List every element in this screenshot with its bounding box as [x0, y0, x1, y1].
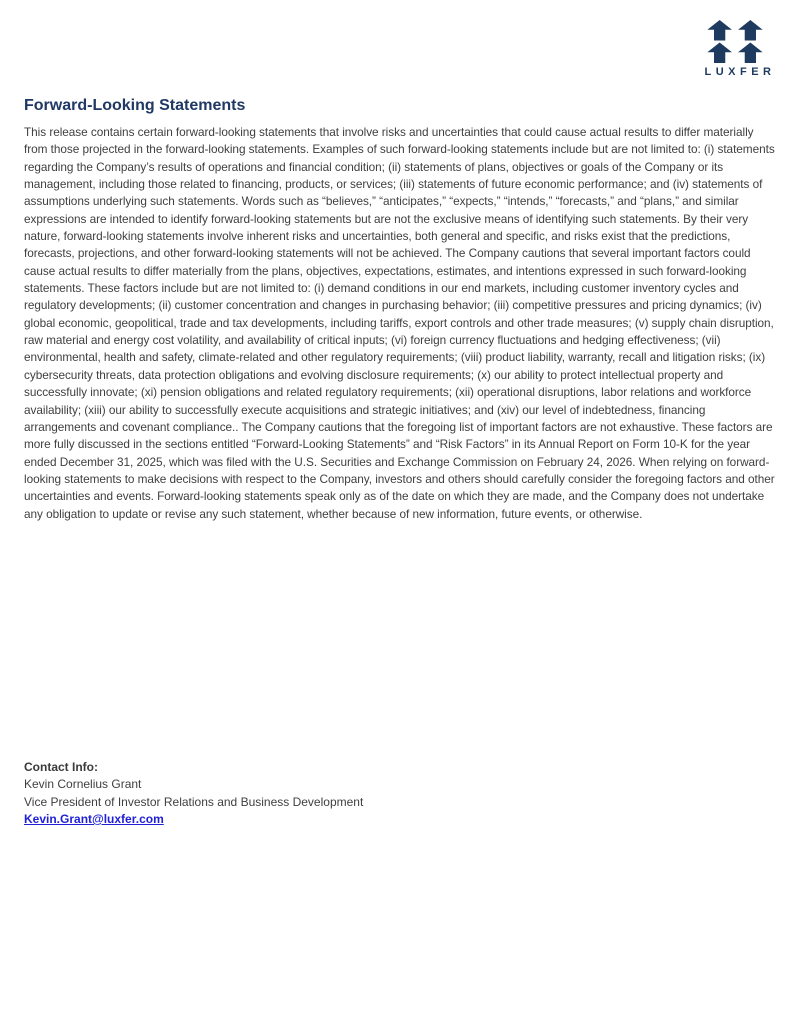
contact-email-link[interactable]: Kevin.Grant@luxfer.com — [24, 811, 164, 826]
forward-looking-statements-paragraph: This release contains certain forward-looking statements that involve risks and uncertainties that could cause actual results to differ materially from those projected in the forward-looking statements. Examples of such forward-looking statements include but are not limited to: (i) statements regarding the Company’s results of operations and financial condition; (ii) statements of plans, objectives or goals of the Company or its management, including those related to financing, products, or services; (iii) statements of future economic performance; and (iv) statements of assumptions underlying such statements. Words such as “believes,” “anticipates,” “expects,” “intends,” “forecasts,” and “plans,” and similar expressions are intended to identify forward-looking statements but are not the exclusive means of identifying such statements. By their very nature, forward-looking statements involve inherent risks and uncertainties, both general and specific, and risks exist that the predictions, forecasts, projections, and other forward-looking statements will not be achieved. The Company cautions that several important factors could cause actual results to differ materially from the plans, objectives, expectations, estimates, and intentions expressed in such forward-looking statements. These factors include but are not limited to: (i) demand conditions in our end markets, including customer inventory cycles and regulatory developments; (ii) customer concentration and changes in purchasing behavior; (iii) competitive pressures and pricing dynamics; (iv) global economic, geopolitical, trade and tax developments, including tariffs, export controls and other trade measures; (v) supply chain disruption, raw material and energy cost volatility, and availability of critical inputs; (vi) foreign currency fluctuations and hedging effectiveness; (vii) environmental, health and safety, climate-related and other regulatory requirements; (viii) product liability, warranty, recall and litigation risks; (ix) cybersecurity threats, data protection obligations and evolving disclosure requirements; (x) our ability to protect intellectual property and successfully innovate; (xi) pension obligations and related regulatory requirements; (xii) operational disruptions, labor relations and workforce availability; (xiii) our ability to successfully execute acquisitions and strategic initiatives; and (xiv) our level of indebtedness, financing arrangements and covenant compliance.. The Company cautions that the foregoing list of important factors are not exhaustive. These factors are more fully discussed in the sections entitled “Forward-Looking Statements” and “Risk Factors” in its Annual Report on Form 10-K for the year ended December 31, 2025, which was filed with the U.S. Securities and Exchange Commission on February 24, 2026. When relying on forward-looking statements to make decisions with respect to the Company, investors and others should carefully consider the foregoing factors and other uncertainties and events. Forward-looking statements speak only as of the date on which they are made, and the Company does not undertake any obligation to update or revise any such statement, whether because of new information, future events, or otherwise. — [24, 125, 775, 521]
contact-heading: Contact Info: — [24, 760, 98, 774]
contact-name: Kevin Cornelius Grant — [24, 777, 142, 792]
section-heading: Forward-Looking Statements — [24, 97, 246, 114]
contact-title: Vice President of Investor Relations and Business Development — [24, 794, 364, 809]
four-up-arrows-icon — [707, 20, 763, 63]
luxfer-logo — [700, 20, 776, 78]
luxfer-wordmark: LUXFER — [704, 66, 776, 78]
contact-info-block — [24, 759, 363, 828]
